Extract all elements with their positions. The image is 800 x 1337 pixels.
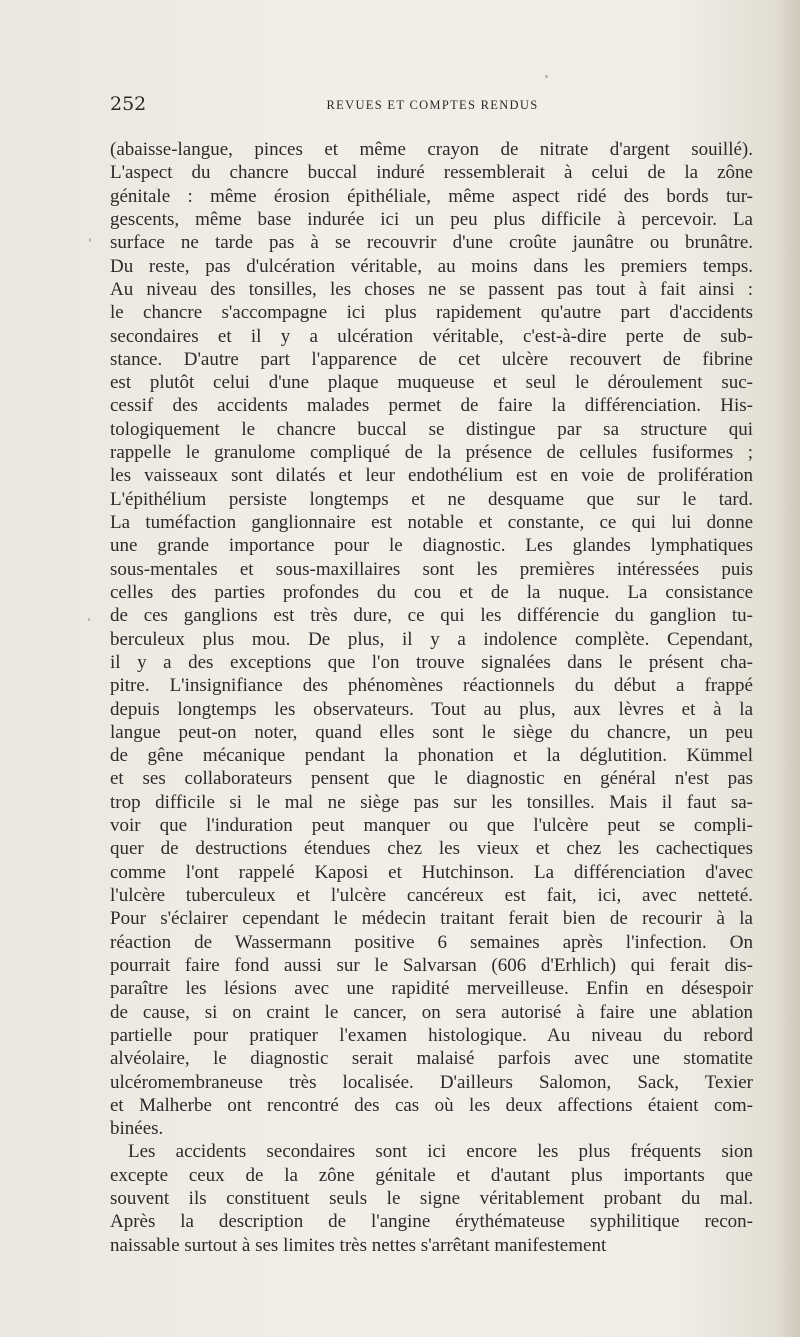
text-line: le chancre s'accompagne ici plus rapidement qu'autre part d'accidents (110, 302, 753, 324)
text-line: quer de destructions étendues chez les vieux et chez les cachectiques (110, 838, 753, 860)
text-line: de ces ganglions est très dure, ce qui les différencie du ganglion tu- (110, 605, 753, 627)
text-line: Du reste, pas d'ulcération véritable, au moins dans les premiers temps. (110, 255, 753, 277)
text-line: l'ulcère tuberculeux et l'ulcère cancéreux est fait, ici, avec netteté. (110, 885, 753, 906)
text-line: de gêne mécanique pendant la phonation et la déglutition. Kümmel (110, 745, 753, 767)
text-line: est plutôt celui d'une plaque muqueuse et seul le déroulement suc- (110, 372, 753, 394)
text-line: partielle pour pratiquer l'examen histologique. Au niveau du rebord (110, 1024, 753, 1046)
text-line: Pour s'éclairer cependant le médecin traitant ferait bien de recourir à la (110, 908, 753, 930)
text-line: génitale : même érosion épithéliale, même aspect ridé des bords tur- (110, 185, 753, 207)
running-title: REVUES ET COMPTES RENDUS (326, 98, 539, 112)
text-line: (abaisse-langue, pinces et même crayon de nitrate d'argent souillé). (110, 139, 753, 160)
text-line: celles des parties profondes du cou et de la nuque. La consistance (110, 581, 753, 603)
text-line: alvéolaire, le diagnostic serait malaisé parfois avec une stomatite (110, 1048, 753, 1070)
text-line: depuis longtemps les observateurs. Tout au plus, aux lèvres et à la (110, 698, 753, 720)
text-line: voir que l'induration peut manquer ou que l'ulcère peut se compli- (110, 815, 753, 837)
text-line: secondaires et il y a ulcération véritable, c'est-à-dire perte de sub- (110, 325, 753, 347)
text-line: binées. (110, 1118, 164, 1140)
text-line: les vaisseaux sont dilatés et leur endothélium est en voie de prolifération (110, 465, 753, 487)
text-line: Après la description de l'angine érythémateuse syphilitique recon- (110, 1211, 753, 1233)
text-line: de cause, si on craint le cancer, on sera autorisé à faire une ablation (110, 1001, 753, 1023)
paper-speck (88, 618, 90, 621)
text-line: trop difficile si le mal ne siège pas sur les tonsilles. Mais il faut sa- (110, 791, 753, 813)
text-line: réaction de Wassermann positive 6 semaines après l'infection. On (110, 931, 753, 953)
text-line: pitre. L'insignifiance des phénomènes réactionnels du début a frappé (110, 675, 753, 697)
text-line: excepte ceux de la zône génitale et d'autant plus importants que (110, 1164, 753, 1186)
text-line: paraître les lésions avec une rapidité merveilleuse. Enfin en désespoir (110, 978, 753, 1000)
text-line: gescents, même base indurée ici un peu plus difficile à percevoir. La (110, 208, 753, 230)
text-line: et Malherbe ont rencontré des cas où les deux affections étaient com- (110, 1094, 753, 1116)
text-line: naissable surtout à ses limites très nettes s'arrêtant manifestement (110, 1234, 607, 1256)
running-head (110, 93, 755, 121)
text-line: Les accidents secondaires sont ici encore les plus fréquents sion (128, 1141, 753, 1163)
text-line: pourrait faire fond aussi sur le Salvarsan (606 d'Erhlich) qui ferait dis- (110, 954, 753, 976)
text-line: stance. D'autre part l'apparence de cet ulcère recouvert de fibrine (110, 348, 753, 370)
text-line: Au niveau des tonsilles, les choses ne se passent pas tout à fait ainsi : (110, 278, 753, 300)
paper-speck (89, 238, 91, 242)
text-line: surface ne tarde pas à se recouvrir d'une croûte jaunâtre ou brunâtre. (110, 232, 753, 254)
text-line: souvent ils constituent seuls le signe véritablement probant du mal. (110, 1188, 753, 1210)
text-line: L'épithélium persiste longtemps et ne desquame que sur le tard. (110, 488, 753, 510)
text-line: ulcéromembraneuse très localisée. D'ailleurs Salomon, Sack, Texier (110, 1071, 753, 1093)
text-line: La tuméfaction ganglionnaire est notable et constante, ce qui lui donne (110, 512, 753, 533)
text-line: tologiquement le chancre buccal se distingue par sa structure qui (110, 418, 753, 440)
body-text (110, 138, 753, 1257)
text-line: berculeux plus mou. De plus, il y a indolence complète. Cependant, (110, 628, 753, 650)
text-line: comme l'ont rappelé Kaposi et Hutchinson. La différenciation d'avec (110, 861, 753, 883)
text-line: rappelle le granulome compliqué de la présence de cellules fusiformes ; (110, 442, 753, 464)
text-line: L'aspect du chancre buccal induré ressemblerait à celui de la zône (110, 162, 753, 184)
page-number: 252 (110, 93, 147, 115)
text-line: et ses collaborateurs pensent que le diagnostic en général n'est pas (110, 768, 753, 790)
paper-speck (545, 75, 548, 78)
text-line: une grande importance pour le diagnostic. Les glandes lymphatiques (110, 535, 753, 557)
text-line: il y a des exceptions que l'on trouve signalées dans le présent cha- (110, 651, 753, 673)
text-line: sous-mentales et sous-maxillaires sont les premières intéressées puis (110, 558, 753, 580)
text-line: cessif des accidents malades permet de faire la différenciation. His- (110, 395, 753, 417)
text-line: langue peut-on noter, quand elles sont le siège du chancre, un peu (110, 721, 753, 743)
